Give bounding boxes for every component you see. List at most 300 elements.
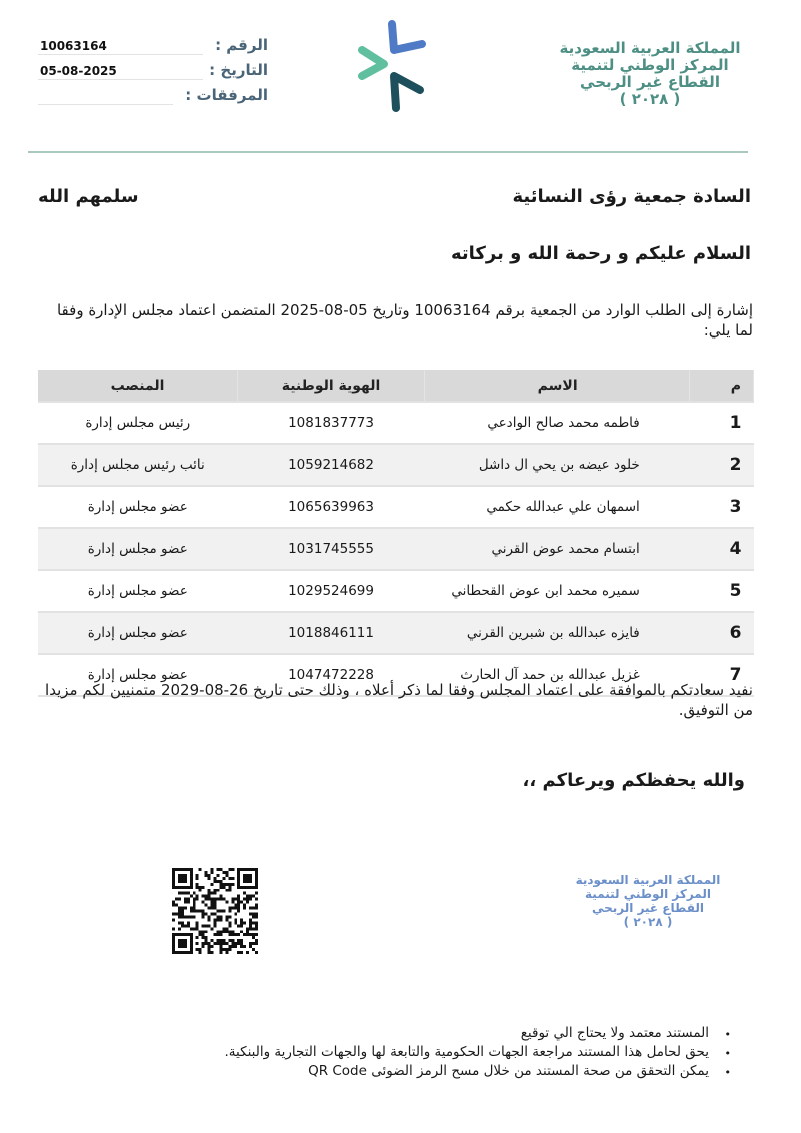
- qr-module: [219, 880, 222, 883]
- qr-module: [178, 912, 181, 915]
- qr-module: [199, 951, 202, 954]
- qr-module: [208, 907, 211, 910]
- footer-notes: [225, 1024, 731, 1081]
- recipient: السادة جمعية رؤى النسائية: [512, 186, 751, 207]
- qr-module: [234, 942, 237, 945]
- qr-module: [184, 892, 187, 895]
- header-index: م: [690, 370, 754, 402]
- qr-module: [243, 907, 246, 910]
- meta-date-label: التاريخ :: [209, 61, 268, 79]
- qr-module: [246, 933, 249, 936]
- qr-module: [228, 886, 231, 889]
- qr-module: [211, 939, 214, 942]
- qr-module: [240, 930, 243, 933]
- qr-module: [187, 901, 190, 904]
- qr-module: [216, 918, 219, 921]
- qr-module: [240, 924, 243, 927]
- qr-module: [228, 939, 231, 942]
- qr-module: [208, 898, 211, 901]
- qr-module: [237, 898, 240, 901]
- qr-module: [216, 939, 219, 942]
- approval-paragraph: نفيد سعادتكم بالموافقة على اعتماد المجلس وفقا لما ذكر أعلاه ، وذلك حتى تاريخ 26-08-2029 متمنيين لكم مزيدا من التوفيق.: [45, 681, 753, 719]
- qr-module: [234, 907, 237, 910]
- qr-module: [205, 898, 208, 901]
- qr-module: [225, 942, 228, 945]
- qr-module: [222, 886, 225, 889]
- qr-module: [214, 889, 217, 892]
- qr-module: [255, 942, 258, 945]
- header-divider: [28, 151, 748, 153]
- qr-module: [214, 924, 217, 927]
- meta-attachments-label: المرفقات :: [185, 86, 268, 104]
- qr-module: [237, 951, 240, 954]
- qr-module: [181, 907, 184, 910]
- qr-module: [208, 924, 211, 927]
- qr-module: [184, 898, 187, 901]
- qr-module: [240, 901, 243, 904]
- qr-module: [178, 921, 181, 924]
- org-name-stamp: [568, 873, 728, 929]
- qr-module: [219, 910, 222, 913]
- qr-module: [252, 948, 255, 951]
- qr-module: [228, 945, 231, 948]
- qr-module: [231, 907, 234, 910]
- row-index: 6: [690, 612, 754, 654]
- row-national-id: 1059214682: [238, 444, 425, 486]
- table-header-row: [38, 370, 754, 402]
- qr-module: [228, 933, 231, 936]
- qr-module: [178, 907, 181, 910]
- qr-module: [222, 871, 225, 874]
- qr-module: [196, 936, 199, 939]
- qr-module: [202, 901, 205, 904]
- qr-module: [231, 942, 234, 945]
- qr-module: [225, 915, 228, 918]
- center-logo-icon: [352, 20, 432, 116]
- qr-module: [181, 924, 184, 927]
- qr-module: [211, 904, 214, 907]
- qr-module: [237, 895, 240, 898]
- qr-module: [219, 930, 222, 933]
- qr-module: [175, 912, 178, 915]
- qr-module: [219, 945, 222, 948]
- row-national-id: 1081837773: [238, 402, 425, 444]
- qr-module: [211, 871, 214, 874]
- qr-module: [255, 927, 258, 930]
- qr-module: [214, 880, 217, 883]
- meta-number-label: الرقم :: [215, 36, 268, 54]
- qr-module: [211, 912, 214, 915]
- qr-module: [202, 915, 205, 918]
- org-line-3: القطاع غير الربحي: [580, 73, 720, 91]
- qr-module: [252, 912, 255, 915]
- qr-module: [237, 939, 240, 942]
- qr-module: [255, 907, 258, 910]
- qr-module: [202, 930, 205, 933]
- qr-module: [181, 921, 184, 924]
- qr-module: [199, 868, 202, 871]
- qr-code-icon[interactable]: [172, 868, 258, 954]
- qr-module: [225, 927, 228, 930]
- qr-module: [193, 904, 196, 907]
- qr-module: [178, 898, 181, 901]
- qr-module: [205, 874, 208, 877]
- qr-module: [172, 912, 175, 915]
- qr-module: [202, 942, 205, 945]
- qr-finder-inner: [178, 939, 187, 948]
- qr-module: [225, 918, 228, 921]
- qr-module: [178, 910, 181, 913]
- qr-module: [228, 924, 231, 927]
- qr-module: [205, 895, 208, 898]
- qr-module: [205, 939, 208, 942]
- qr-module: [196, 942, 199, 945]
- qr-module: [219, 886, 222, 889]
- qr-module: [234, 904, 237, 907]
- qr-module: [252, 895, 255, 898]
- qr-module: [178, 892, 181, 895]
- qr-module: [237, 942, 240, 945]
- intro-paragraph: إشارة إلى الطلب الوارد من الجمعية برقم 10063164 وتاريخ 05-08-2025 المتضمن اعتماد مجلس الإدارة وفقا لما يلي:: [56, 301, 753, 339]
- row-name: اسمهان علي عبدالله حكمي: [425, 486, 690, 528]
- qr-module: [172, 901, 175, 904]
- qr-module: [231, 877, 234, 880]
- qr-module: [237, 901, 240, 904]
- qr-module: [231, 883, 234, 886]
- qr-module: [202, 912, 205, 915]
- stamp-line-2: المركز الوطني لتنمية: [585, 887, 711, 901]
- qr-module: [216, 910, 219, 913]
- qr-module: [196, 886, 199, 889]
- qr-module: [202, 910, 205, 913]
- header-position: المنصب: [38, 370, 238, 402]
- org-name-header: [555, 40, 745, 108]
- qr-module: [231, 945, 234, 948]
- row-name: سميره محمد ابن عوض القحطاني: [425, 570, 690, 612]
- qr-module: [228, 889, 231, 892]
- header-name: الاسم: [425, 370, 690, 402]
- closing-line: والله يحفظكم ويرعاكم ،،: [522, 770, 745, 791]
- qr-module: [175, 898, 178, 901]
- org-line-1: المملكة العربية السعودية: [559, 39, 741, 57]
- qr-module: [184, 924, 187, 927]
- qr-module: [219, 868, 222, 871]
- qr-module: [214, 907, 217, 910]
- qr-module: [225, 883, 228, 886]
- qr-module: [234, 945, 237, 948]
- qr-module: [175, 904, 178, 907]
- qr-module: [234, 912, 237, 915]
- qr-module: [231, 933, 234, 936]
- qr-module: [202, 924, 205, 927]
- qr-module: [205, 904, 208, 907]
- qr-module: [181, 892, 184, 895]
- qr-module: [228, 910, 231, 913]
- qr-module: [240, 945, 243, 948]
- qr-module: [219, 942, 222, 945]
- qr-module: [211, 868, 214, 871]
- qr-module: [234, 933, 237, 936]
- qr-module: [237, 924, 240, 927]
- qr-module: [187, 915, 190, 918]
- row-national-id: 1031745555: [238, 528, 425, 570]
- qr-module: [255, 904, 258, 907]
- table-row: [38, 612, 754, 654]
- meta-date-line: [38, 79, 203, 80]
- qr-module: [255, 933, 258, 936]
- qr-module: [202, 895, 205, 898]
- qr-module: [219, 933, 222, 936]
- qr-module: [249, 898, 252, 901]
- qr-module: [196, 927, 199, 930]
- qr-module: [252, 942, 255, 945]
- qr-module: [249, 945, 252, 948]
- qr-module: [199, 933, 202, 936]
- qr-module: [214, 921, 217, 924]
- qr-module: [249, 895, 252, 898]
- qr-module: [187, 921, 190, 924]
- qr-module: [237, 910, 240, 913]
- qr-module: [249, 942, 252, 945]
- qr-module: [243, 898, 246, 901]
- qr-module: [240, 942, 243, 945]
- qr-module: [246, 895, 249, 898]
- qr-module: [222, 898, 225, 901]
- table-row: [38, 528, 754, 570]
- qr-module: [222, 877, 225, 880]
- qr-module: [222, 930, 225, 933]
- row-index: 4: [690, 528, 754, 570]
- notes-list: [225, 1024, 731, 1081]
- qr-module: [231, 868, 234, 871]
- qr-module: [196, 924, 199, 927]
- qr-module: [211, 892, 214, 895]
- qr-module: [214, 912, 217, 915]
- qr-module: [225, 889, 228, 892]
- qr-module: [219, 883, 222, 886]
- qr-module: [222, 927, 225, 930]
- row-name: فاطمه محمد صالح الوادعي: [425, 402, 690, 444]
- logo-green-chevron: [362, 50, 384, 76]
- qr-module: [208, 874, 211, 877]
- qr-module: [249, 912, 252, 915]
- row-name: فايزه عبدالله بن شبرين القرني: [425, 612, 690, 654]
- document-meta: [38, 36, 268, 111]
- meta-number-row: [38, 36, 268, 61]
- qr-module: [255, 921, 258, 924]
- qr-module: [222, 883, 225, 886]
- qr-module: [249, 927, 252, 930]
- row-position: عضو مجلس إدارة: [38, 570, 238, 612]
- qr-module: [208, 889, 211, 892]
- qr-module: [184, 901, 187, 904]
- qr-module: [208, 918, 211, 921]
- qr-module: [196, 895, 199, 898]
- meta-date-value: 05-08-2025: [40, 64, 117, 78]
- table-row: [38, 570, 754, 612]
- qr-module: [216, 868, 219, 871]
- qr-module: [208, 877, 211, 880]
- qr-module: [196, 948, 199, 951]
- stamp-line-3: القطاع غير الربحي: [592, 901, 704, 915]
- qr-module: [211, 898, 214, 901]
- qr-module: [205, 924, 208, 927]
- qr-module: [252, 907, 255, 910]
- qr-module: [246, 898, 249, 901]
- qr-module: [178, 915, 181, 918]
- qr-module: [249, 924, 252, 927]
- qr-module: [222, 948, 225, 951]
- qr-module: [228, 930, 231, 933]
- qr-module: [240, 939, 243, 942]
- qr-module: [199, 930, 202, 933]
- meta-date-row: [38, 61, 268, 86]
- qr-module: [225, 871, 228, 874]
- qr-module: [222, 942, 225, 945]
- qr-module: [246, 930, 249, 933]
- qr-module: [225, 874, 228, 877]
- qr-module: [252, 921, 255, 924]
- qr-module: [208, 942, 211, 945]
- qr-module: [228, 907, 231, 910]
- row-index: 1: [690, 402, 754, 444]
- qr-module: [181, 910, 184, 913]
- qr-module: [246, 951, 249, 954]
- qr-module: [231, 930, 234, 933]
- qr-module: [205, 912, 208, 915]
- qr-module: [190, 910, 193, 913]
- qr-module: [190, 895, 193, 898]
- qr-finder-inner: [243, 874, 252, 883]
- qr-module: [255, 915, 258, 918]
- qr-module: [208, 945, 211, 948]
- qr-module: [214, 901, 217, 904]
- qr-module: [237, 933, 240, 936]
- qr-module: [214, 898, 217, 901]
- qr-module: [205, 930, 208, 933]
- row-index: 5: [690, 570, 754, 612]
- qr-module: [193, 892, 196, 895]
- qr-module: [228, 883, 231, 886]
- qr-module: [222, 910, 225, 913]
- row-name: ابتسام محمد عوض القرني: [425, 528, 690, 570]
- qr-module: [211, 945, 214, 948]
- row-position: نائب رئيس مجلس إدارة: [38, 444, 238, 486]
- qr-module: [219, 948, 222, 951]
- qr-module: [228, 877, 231, 880]
- qr-module: [172, 918, 175, 921]
- meta-number-line: [38, 54, 203, 55]
- row-position: عضو مجلس إدارة: [38, 528, 238, 570]
- table-row: [38, 402, 754, 444]
- qr-module: [225, 951, 228, 954]
- qr-module: [193, 907, 196, 910]
- qr-module: [234, 918, 237, 921]
- qr-module: [196, 910, 199, 913]
- stamp-line-1: المملكة العربية السعودية: [575, 873, 721, 887]
- qr-module: [216, 874, 219, 877]
- note-item: • يحق لحامل هذا المستند مراجعة الجهات الحكومية والتابعة لها والجهات التجارية والبنكية.: [225, 1043, 709, 1062]
- qr-module: [237, 904, 240, 907]
- qr-module: [196, 883, 199, 886]
- qr-module: [196, 898, 199, 901]
- qr-module: [187, 892, 190, 895]
- qr-module: [231, 898, 234, 901]
- qr-module: [249, 918, 252, 921]
- org-line-2: المركز الوطني لتنمية: [571, 56, 729, 74]
- qr-finder-inner: [178, 874, 187, 883]
- qr-module: [199, 948, 202, 951]
- qr-module: [255, 912, 258, 915]
- qr-module: [199, 889, 202, 892]
- qr-module: [252, 915, 255, 918]
- qr-module: [208, 951, 211, 954]
- qr-module: [190, 907, 193, 910]
- qr-module: [214, 892, 217, 895]
- qr-module: [255, 951, 258, 954]
- row-index: 2: [690, 444, 754, 486]
- qr-module: [252, 933, 255, 936]
- qr-module: [208, 915, 211, 918]
- qr-module: [196, 874, 199, 877]
- qr-module: [205, 936, 208, 939]
- qr-module: [249, 933, 252, 936]
- meta-attachments-line: [38, 104, 173, 105]
- logo-blue-chevron: [392, 24, 422, 50]
- qr-module: [193, 927, 196, 930]
- qr-module: [228, 868, 231, 871]
- row-name: غزيل عبدالله بن حمد آل الحارث: [425, 654, 690, 696]
- qr-module: [190, 927, 193, 930]
- row-index: 7: [690, 654, 754, 696]
- note-item: • يمكن التحقق من صحة المستند من خلال مسح الرمز الضوئى QR Code: [225, 1062, 709, 1081]
- qr-module: [252, 927, 255, 930]
- qr-module: [211, 927, 214, 930]
- qr-module: [240, 918, 243, 921]
- qr-module: [214, 904, 217, 907]
- qr-module: [216, 915, 219, 918]
- qr-module: [181, 912, 184, 915]
- qr-module: [234, 921, 237, 924]
- qr-module: [219, 895, 222, 898]
- qr-module: [225, 901, 228, 904]
- qr-module: [211, 901, 214, 904]
- qr-module: [237, 907, 240, 910]
- recipient-suffix: سلمهم الله: [38, 186, 139, 207]
- qr-module: [243, 904, 246, 907]
- qr-module: [234, 898, 237, 901]
- qr-module: [228, 948, 231, 951]
- qr-module: [243, 933, 246, 936]
- qr-module: [202, 933, 205, 936]
- qr-module: [214, 918, 217, 921]
- header-national-id: الهوية الوطنية: [238, 370, 425, 402]
- qr-module: [202, 886, 205, 889]
- qr-module: [211, 951, 214, 954]
- org-line-4: ( ٢٠٢٨ ): [619, 90, 681, 108]
- row-position: عضو مجلس إدارة: [38, 612, 238, 654]
- qr-module: [187, 898, 190, 901]
- qr-module: [211, 907, 214, 910]
- qr-module: [196, 877, 199, 880]
- qr-module: [219, 951, 222, 954]
- qr-module: [225, 948, 228, 951]
- qr-module: [255, 898, 258, 901]
- board-members-table: [38, 370, 754, 697]
- row-national-id: 1018846111: [238, 612, 425, 654]
- qr-module: [216, 942, 219, 945]
- qr-module: [172, 927, 175, 930]
